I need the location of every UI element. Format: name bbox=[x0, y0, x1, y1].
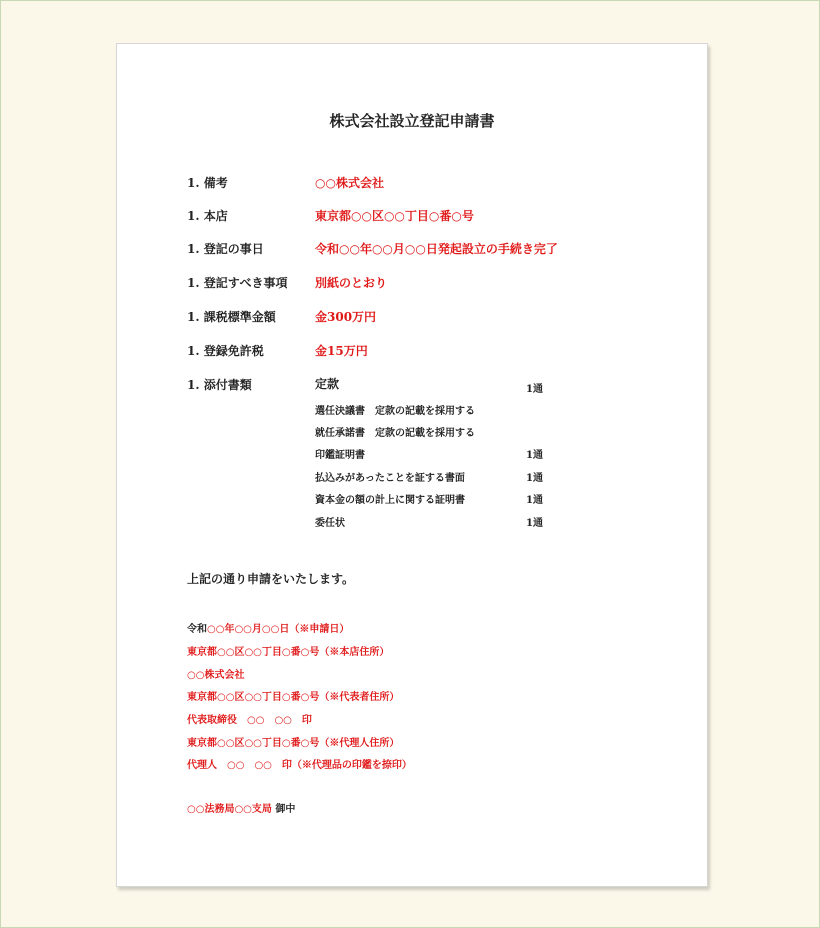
signature-line: ○○株式会社 bbox=[187, 670, 245, 681]
attachment-count: 1通 bbox=[526, 495, 543, 506]
item-label: 1. 登記すべき事項 bbox=[187, 276, 288, 290]
signature-line: 代表取締役 ○○ ○○ 印 bbox=[187, 715, 312, 726]
attachment-name: 委任状 bbox=[315, 518, 345, 529]
item-label: 1. 登録免許税 bbox=[187, 344, 264, 358]
attachment-count: 1通 bbox=[526, 450, 543, 461]
attachment-name: 選任決議書 定款の記載を採用する bbox=[315, 406, 475, 417]
attachment-name: 資本金の額の計上に関する証明書 bbox=[315, 495, 465, 506]
attachment-count: 1通 bbox=[526, 518, 543, 529]
item-value: 別紙のとおり bbox=[315, 276, 388, 290]
addressee-office: ○○法務局○○支局 bbox=[187, 804, 272, 815]
signature-line: 代理人 ○○ ○○ 印（※代理品の印鑑を捺印） bbox=[187, 760, 412, 771]
closing-statement: 上記の通り申請をいたします。 bbox=[187, 572, 355, 586]
item-label: 1. 本店 bbox=[187, 209, 228, 223]
attachments-label: 1. 添付書類 bbox=[187, 378, 252, 392]
date-body: ○○年○○月○○日（※申請日） bbox=[207, 624, 350, 635]
document-title: 株式会社設立登記申請書 bbox=[329, 112, 495, 130]
item-label: 1. 登記の事日 bbox=[187, 242, 264, 256]
date-prefix: 令和 bbox=[187, 624, 207, 635]
application-date bbox=[187, 620, 349, 635]
item-value: 令和○○年○○月○○日発起設立の手続き完了 bbox=[315, 242, 558, 256]
signature-line: 東京都○○区○○丁目○番○号（※本店住所） bbox=[187, 647, 390, 658]
item-label: 1. 備考 bbox=[187, 176, 228, 190]
signature-line: 東京都○○区○○丁目○番○号（※代理人住所） bbox=[187, 738, 400, 749]
item-value: 金15万円 bbox=[315, 344, 368, 358]
addressee-honorific: 御中 bbox=[271, 804, 296, 815]
signature-line: 東京都○○区○○丁目○番○号（※代表者住所） bbox=[187, 692, 400, 703]
item-label: 1. 課税標準金額 bbox=[187, 310, 276, 324]
item-value: ○○株式会社 bbox=[315, 176, 384, 190]
attachment-name: 就任承諾書 定款の記載を採用する bbox=[315, 428, 475, 439]
item-value: 東京都○○区○○丁目○番○号 bbox=[315, 209, 474, 223]
attachment-name: 払込みがあったことを証する書面 bbox=[315, 473, 465, 484]
addressee bbox=[187, 800, 295, 815]
attachment-count: 1通 bbox=[526, 473, 543, 484]
attachment-name: 印鑑証明書 bbox=[315, 450, 365, 461]
item-value: 金300万円 bbox=[315, 310, 377, 324]
document-page bbox=[116, 43, 708, 887]
attachment-count: 1通 bbox=[526, 384, 543, 395]
attachment-name: 定款 bbox=[315, 377, 340, 391]
